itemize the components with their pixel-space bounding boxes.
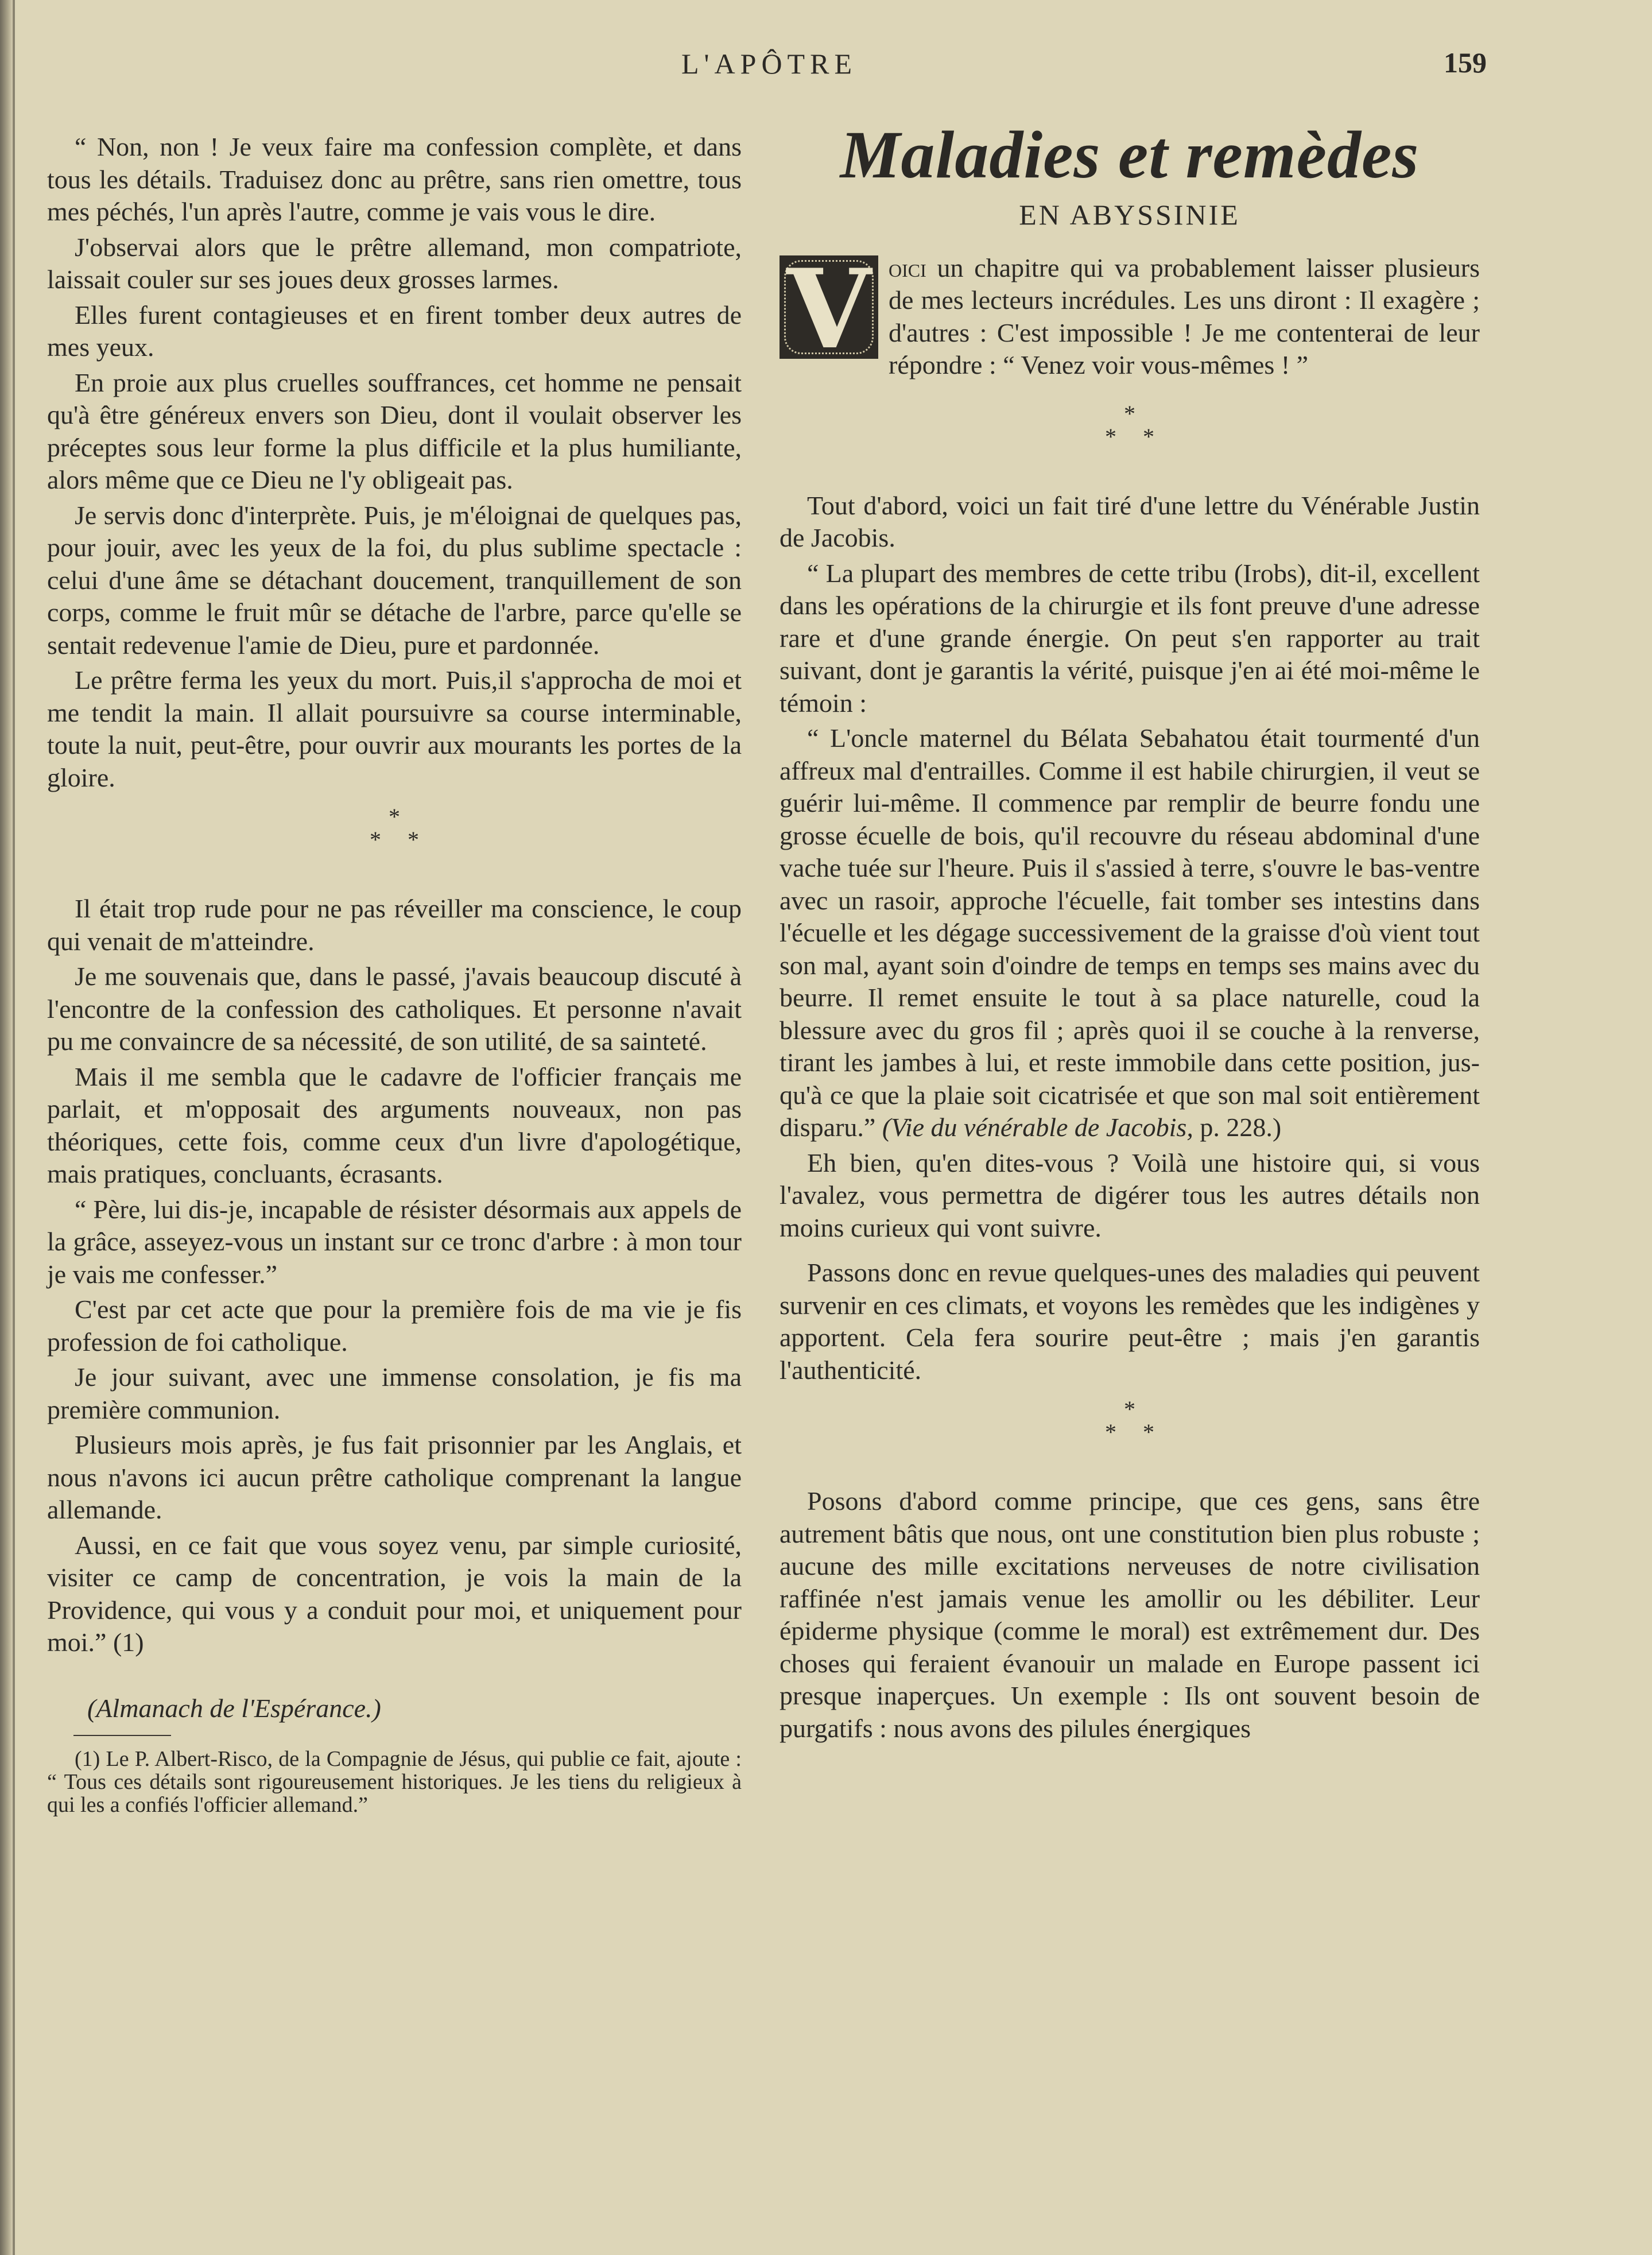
asterism-bottom: * * — [370, 827, 429, 853]
paragraph: Aussi, en ce fait que vous soyez venu, par simple curiosité, visiter ce camp de concentration, je vois la main de la Providence, qui vous y a conduit pour moi, et uniquement pour moi.” (1) — [47, 1530, 742, 1657]
paragraph: Eh bien, qu'en dites-vous ? Voilà une histoire qui, si vous l'avalez, vous permettra de digérer tous les autres détails non moins curieux qui vont suivre. — [780, 1148, 1480, 1242]
section-break-asterism — [780, 1398, 1480, 1444]
lead-paragraph — [780, 252, 1480, 382]
right-column — [780, 115, 1480, 1745]
paragraph: “ Non, non ! Je veux faire ma confession complète, et dans tous les détails. Traduisez donc au prêtre, sans rien omettre, tous mes péchés, l'un après l'autre, comme je vais vous le dire. — [47, 132, 742, 226]
paragraph: C'est par cet acte que pour la première fois de ma vie je fis profession de foi catholique. — [47, 1295, 742, 1357]
paragraph: Le prêtre ferma les yeux du mort. Puis,il s'approcha de moi et me tendit la main. Il allait poursuivre sa course interminable, toute la nuit, peut-être, pour ouvrir aux mourants les portes de la gloire. — [47, 665, 742, 792]
paragraph: Je servis donc d'interprète. Puis, je m'éloignai de quelques pas, pour jouir, avec les yeux de la foi, du plus sublime spectacle : celui d'une âme se détachant doucement, tranquillement de son corps, comme le fruit mûr se détache de l'arbre, parce qu'elle se sentait redevenue l'amie de Dieu, pure et pardonnée. — [47, 500, 742, 660]
paragraph: Passons donc en revue quelques-unes des maladies qui peuvent survenir en ces climats, et voyons les remèdes que les indigènes y apportent. Cela fera sourire peut-être ; mais j'en garantis l'authenticité. — [780, 1258, 1480, 1385]
paragraph: Je jour suivant, avec une immense consolation, je fis ma première communion. — [47, 1362, 742, 1424]
running-head: L'APÔTRE — [681, 48, 857, 80]
lead-smallcaps: oici — [889, 253, 926, 282]
paragraph: Mais il me sembla que le cadavre de l'officier français me parlait, et m'opposait des arguments nouveaux, non pas théoriques, cette fois, comme ceux d'un livre d'apologétique, mais pratiques, concluants, écrasants. — [47, 1061, 742, 1188]
section-break-asterism — [47, 805, 742, 851]
article-subtitle: EN ABYSSINIE — [1019, 199, 1240, 231]
asterism-top: * — [1124, 1396, 1135, 1422]
citation-title: (Vie du vénérable de Jacobis, — [882, 1113, 1193, 1142]
paragraph: Elles furent contagieuses et en firent tomber deux autres de mes yeux. — [47, 300, 742, 362]
asterism-top: * — [1124, 400, 1135, 427]
source-citation: (Almanach de l'Espérance.) — [87, 1693, 381, 1723]
asterism-bottom: * * — [1105, 423, 1165, 450]
footnote-rule — [73, 1735, 171, 1736]
paragraph: Je me souvenais que, dans le passé, j'avais beaucoup discuté à l'encontre de la confession des catholiques. Et personne n'avait pu me convaincre de sa nécessité, de son utilité, de sa sainteté. — [47, 962, 742, 1056]
paragraph: Il était trop rude pour ne pas réveiller ma conscience, le coup qui venait de m'atteindre. — [47, 894, 742, 956]
asterism-top: * — [389, 804, 400, 830]
page-binding-edge — [0, 0, 13, 2255]
binding-line — [13, 0, 15, 2255]
paragraph-text: “ L'oncle maternel du Bélata Sebahatou était tourmenté d'un affreux mal d'entrailles. Comme il est habile chirurgien, il veut se guérir lui-même. Il commence par remplir de beurre fondu une grosse écuelle de bois, qu'il recouvre du réseau abdominal d'une vache tuée sur l'heure. Puis il s'assied à terre, s'ouvre le bas-ventre avec un rasoir, approche l'écuelle, fait tomber ses intestins dans l'écuelle et les dégage successivement de la graisse d'où vient tout son mal, ayant soin d'oindre de temps en temps ses mains avec du beurre. Il remet ensuite le tout à sa place naturelle, coud la blessure avec du gros fil ; après quoi il se couche à la renverse, tirant les jambes à lui, et reste immobile dans cette position, jusqu'à ce que la plaie soit cicatrisée et que son mal soit entièrement disparu.” — [780, 723, 1480, 1142]
citation-page: p. 228.) — [1193, 1113, 1282, 1142]
section-break-asterism — [780, 402, 1480, 448]
initial-letter: V — [786, 255, 871, 359]
decorated-initial-icon — [780, 255, 878, 359]
paragraph: “ La plupart des membres de cette tribu (Irobs), dit-il, excellent dans les opérations de la chirurgie et ils font preuve d'une adresse rare et d'une grande énergie. On peut s'en rapporter au trait suivant, dont je garantis la vérité, puisque j'en ai été moi-même le témoin : — [780, 558, 1480, 718]
paragraph: Tout d'abord, voici un fait tiré d'une lettre du Vénérable Justin de Jacobis. — [780, 490, 1480, 552]
paragraph: En proie aux plus cruelles souffrances, cet homme ne pensait qu'à être généreux envers son Dieu, dont il voulait observer les préceptes sous leur forme la plus difficile et la plus humiliante, alors même que ce Dieu ne l'y obligeait pas. — [47, 367, 742, 494]
paragraph: J'observai alors que le prêtre allemand, mon compatriote, laissait couler sur ses joues deux grosses larmes. — [47, 232, 742, 294]
lead-text: un chapitre qui va probablement laisser plusieurs de mes lecteurs incrédules. Les uns diront : Il exagère ; d'autres : C'est impossible ! Je me contenterai de leur répondre : “ Venez voir vous-mêmes ! ” — [889, 253, 1480, 379]
footnote: (1) Le P. Albert-Risco, de la Compagnie de Jésus, qui publie ce fait, ajoute : “ Tous ces détails sont rigoureusement historiques. Je les tiens du religieux à qui les a confiés l'officier allemand.” — [47, 1747, 742, 1817]
asterism-bottom: * * — [1105, 1419, 1165, 1445]
paragraph: Plusieurs mois après, je fus fait prisonnier par les Anglais, et nous n'avons ici aucun prêtre catholique comprenant la langue allemande. — [47, 1430, 742, 1524]
paragraph: Posons d'abord comme principe, que ces gens, sans être autrement bâtis que nous, ont une constitution bien plus robuste ; aucune des mille excitations nerveuses de notre civilisation raffinée n'est jamais venue les amollir ou les débiliter. Leur épiderme physique (comme le moral) est extrêmement dur. Des choses qui feraient évanouir un malade en Europe passent ici presque inaperçues. Un exemple : Ils ont souvent besoin de purgatifs : nous avons des pilules énergiques — [780, 1486, 1480, 1743]
paragraph: “ Père, lui dis-je, incapable de résister désormais aux appels de la grâce, asseyez-vous un instant sur ce tronc d'arbre : à mon tour je vais me confesser.” — [47, 1194, 742, 1289]
left-column — [47, 131, 742, 1816]
page-number: 159 — [1444, 47, 1487, 79]
paragraph — [780, 722, 1480, 1144]
article-title: Maladies et remèdes — [840, 117, 1420, 192]
